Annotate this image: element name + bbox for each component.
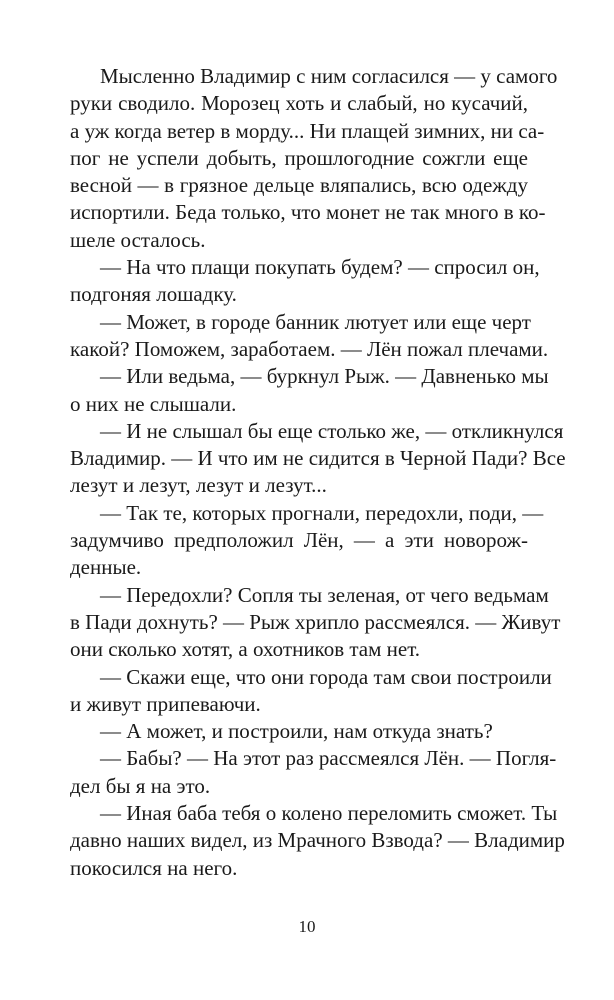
text-line: они сколько хотят, а охотников там нет.	[70, 637, 421, 662]
text-line: испортили. Беда только, что монет не так много в ко-	[70, 200, 546, 225]
text-line: руки сводило. Морозец хоть и слабый, но кусачий,	[70, 91, 528, 116]
text-line: денные.	[70, 555, 142, 580]
text-line: и живут припеваючи.	[70, 691, 261, 716]
text-line: Владимир. — И что им не сидится в Черной Пади? Все	[70, 446, 566, 471]
text-line: — Может, в городе банник лютует или еще черт	[100, 309, 531, 334]
text-line: о них не слышали.	[70, 391, 237, 416]
text-line: — Передохли? Сопля ты зеленая, от чего ведьмам	[100, 582, 549, 607]
body-text	[70, 63, 566, 882]
text-line: — Или ведьма, — буркнул Рыж. — Давненько мы	[100, 364, 549, 389]
text-line: покосился на него.	[70, 855, 238, 880]
text-line: лезут и лезут, лезут и лезут...	[70, 473, 327, 498]
text-line: подгоняя лошадку.	[70, 282, 237, 307]
text-line: шеле осталось.	[70, 227, 206, 252]
text-line: а уж когда ветер в морду... Ни плащей зимних, ни са-	[70, 118, 545, 143]
text-line: задумчиво предположил Лён, — а эти новорож-	[70, 528, 528, 553]
text-line: пог не успели добыть, прошлогодние сожгли еще	[70, 145, 528, 170]
text-line: давно наших видел, из Мрачного Взвода? — Владимир	[70, 828, 565, 853]
text-line: — Иная баба тебя о колено переломить сможет. Ты	[100, 801, 558, 826]
text-line: в Пади дохнуть? — Рыж хрипло рассмеялся. — Живут	[70, 609, 561, 634]
text-line: — Так те, которых прогнали, передохли, поди, —	[100, 500, 544, 525]
text-line: Мысленно Владимир с ним согласился — у самого	[100, 64, 558, 88]
text-line: — На что плащи покупать будем? — спросил он,	[100, 255, 540, 280]
text-line: дел бы я на это.	[70, 773, 211, 798]
text-line: какой? Поможем, заработаем. — Лён пожал плечами.	[70, 336, 549, 361]
text-line: — Скажи еще, что они города там свои построили	[100, 664, 552, 689]
text-line: — Бабы? — На этот раз рассмеялся Лён. — Погля-	[100, 746, 557, 771]
text-line: — И не слышал бы еще столько же, — откликнулся	[100, 418, 564, 443]
text-line: — А может, и построили, нам откуда знать?	[100, 719, 493, 744]
text-line: весной — в грязное дельце вляпались, всю одежду	[70, 173, 528, 198]
page-number: 10	[298, 917, 316, 936]
